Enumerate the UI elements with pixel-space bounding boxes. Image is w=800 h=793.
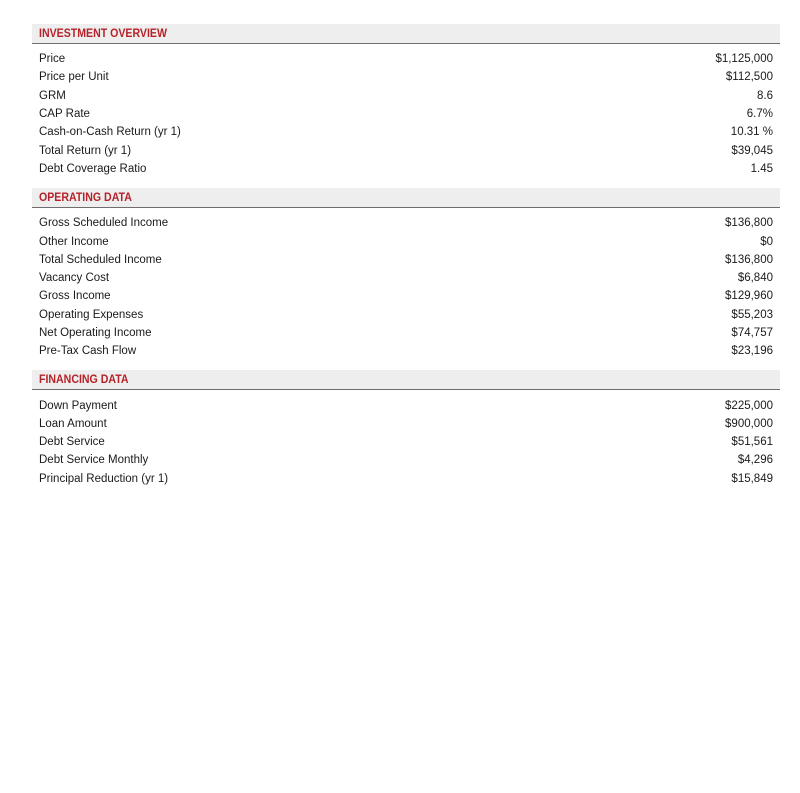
row-value: $6,840: [737, 272, 773, 285]
data-row: [32, 50, 780, 68]
data-row: [32, 68, 780, 86]
row-value: 10.31 %: [730, 126, 773, 139]
data-row: [32, 306, 780, 324]
data-row: [32, 251, 780, 269]
row-label: Principal Reduction (yr 1): [39, 472, 169, 485]
investment-overview-section: [32, 24, 780, 182]
financing-data-section: [32, 370, 780, 491]
row-value: $74,757: [731, 327, 773, 339]
row-value: $112,500: [725, 71, 773, 84]
row-label: Debt Coverage Ratio: [39, 162, 147, 175]
data-row: [32, 433, 780, 451]
row-value: $51,561: [731, 436, 773, 449]
row-value: $136,800: [725, 253, 773, 266]
section-header: [32, 370, 780, 390]
data-row: [32, 396, 780, 414]
row-value: $225,000: [725, 399, 773, 412]
row-label: Operating Expenses: [39, 308, 144, 321]
data-row: [32, 287, 780, 305]
data-row: [32, 105, 780, 123]
data-row: [32, 415, 780, 433]
row-label: Pre-Tax Cash Flow: [39, 345, 137, 358]
row-value: $39,045: [731, 144, 773, 157]
row-label: CAP Rate: [39, 108, 90, 121]
row-value: 1.45: [750, 162, 773, 175]
data-row: [32, 123, 780, 141]
row-label: Debt Service: [39, 436, 105, 449]
section-title: OPERATING DATA: [39, 191, 132, 204]
row-label: Price: [39, 53, 66, 66]
data-row: [32, 160, 780, 178]
row-label: Net Operating Income: [39, 327, 152, 339]
row-value: $0: [760, 235, 773, 248]
row-label: Gross Scheduled Income: [39, 217, 169, 230]
row-label: Loan Amount: [39, 417, 107, 430]
row-label: Total Scheduled Income: [39, 253, 162, 266]
row-value: 6.7%: [746, 108, 773, 121]
section-title: FINANCING DATA: [39, 373, 129, 386]
data-row: [32, 324, 780, 342]
row-value: $129,960: [725, 290, 773, 303]
row-label: Total Return (yr 1): [39, 144, 132, 157]
data-row: [32, 342, 780, 360]
row-label: Gross Income: [39, 290, 111, 303]
operating-data-section: [32, 188, 780, 364]
section-rows: [32, 208, 780, 364]
section-header: [32, 188, 780, 208]
row-value: 8.6: [757, 89, 773, 102]
section-header: [32, 24, 780, 44]
section-title: INVESTMENT OVERVIEW: [39, 27, 167, 40]
row-value: $4,296: [737, 454, 773, 467]
row-label: Other Income: [39, 235, 109, 248]
data-row: [32, 451, 780, 469]
row-label: Down Payment: [39, 399, 117, 412]
data-row: [32, 232, 780, 250]
data-row: [32, 141, 780, 159]
row-value: $136,800: [725, 217, 773, 230]
row-label: Cash-on-Cash Return (yr 1): [39, 126, 181, 139]
data-row: [32, 470, 780, 488]
row-label: Debt Service Monthly: [39, 454, 149, 467]
data-row: [32, 87, 780, 105]
row-label: Price per Unit: [39, 71, 109, 84]
data-row: [32, 214, 780, 232]
row-value: $1,125,000: [715, 53, 773, 66]
financial-summary-sheet: [32, 24, 780, 498]
row-value: $15,849: [731, 472, 773, 485]
row-label: Vacancy Cost: [39, 272, 110, 285]
row-value: $900,000: [725, 417, 773, 430]
section-rows: [32, 390, 780, 491]
row-value: $23,196: [731, 345, 773, 358]
data-row: [32, 269, 780, 287]
section-rows: [32, 44, 780, 182]
row-value: $55,203: [731, 308, 773, 321]
row-label: GRM: [39, 89, 66, 102]
